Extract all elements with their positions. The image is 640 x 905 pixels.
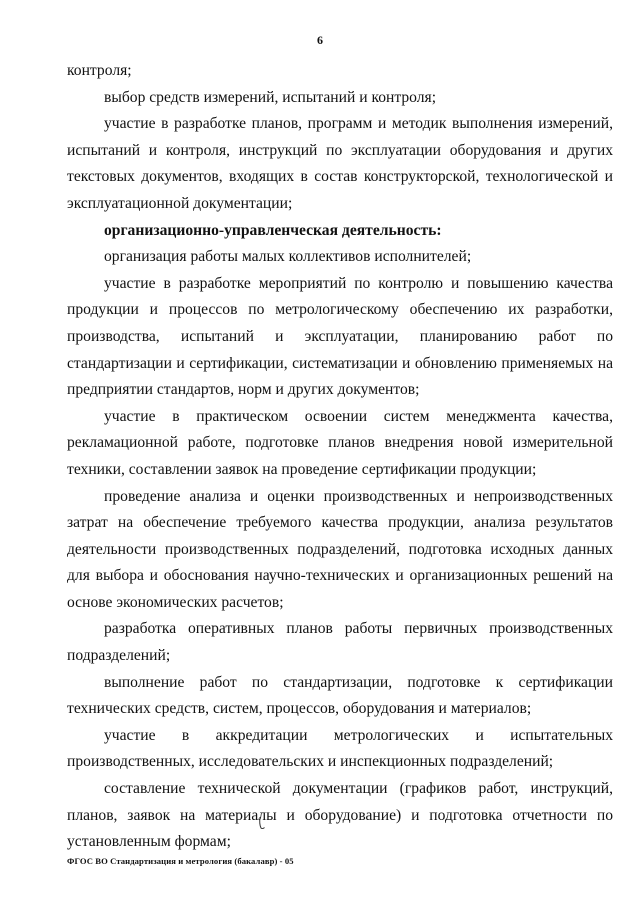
document-footer: ФГОС ВО Стандартизация и метрология (бакалавр) - 05 xyxy=(67,856,294,866)
body-text xyxy=(67,58,613,856)
paragraph: организация работы малых коллективов исполнителей; xyxy=(104,248,472,266)
paragraph: участие в практическом освоении систем менеджмента качества, рекламационной работе, подготовке планов внедрения новой измерительной техники, составлении заявок на проведение сертификации продукции; xyxy=(67,407,613,478)
paragraph: разработка оперативных планов работы первичных производственных подразделений; xyxy=(67,620,613,665)
pen-mark xyxy=(258,816,266,830)
paragraph: выбор средств измерений, испытаний и контроля; xyxy=(104,88,437,106)
paragraph: участие в разработке мероприятий по контролю и повышению качества продукции и процессов по метрологическому обеспечению их разработки, производства, испытаний и эксплуатации, планированию работ по стандартизации и сертификации, систематизации и обновлению применяемых на предприятии стандартов, норм и других документов; xyxy=(67,274,613,399)
section-heading: организационно-управленческая деятельность: xyxy=(104,221,442,239)
page-number: 6 xyxy=(317,33,323,47)
paragraph: составление технической документации (графиков работ, инструкций, планов, заявок на материалы и оборудование) и подготовка отчетности по установленным формам; xyxy=(67,780,613,851)
paragraph: выполнение работ по стандартизации, подготовке к сертификации технических средств, систем, процессов, оборудования и материалов; xyxy=(67,673,613,718)
paragraph: участие в аккредитации метрологических и испытательных производственных, исследовательских и инспекционных подразделений; xyxy=(67,726,613,771)
paragraph: проведение анализа и оценки производственных и непроизводственных затрат на обеспечение требуемого качества продукции, анализа результатов деятельности производственных подразделений, подготовка исходных данных для выбора и обоснования научно-технических и организационных решений на основе экономических расчетов; xyxy=(67,487,613,611)
paragraph: контроля; xyxy=(67,62,132,79)
paragraph: участие в разработке планов, программ и методик выполнения измерений, испытаний и контроля, инструкций по эксплуатации оборудования и других текстовых документов, входящих в состав конструкторской, технологической и эксплуатационной документации; xyxy=(67,115,613,212)
